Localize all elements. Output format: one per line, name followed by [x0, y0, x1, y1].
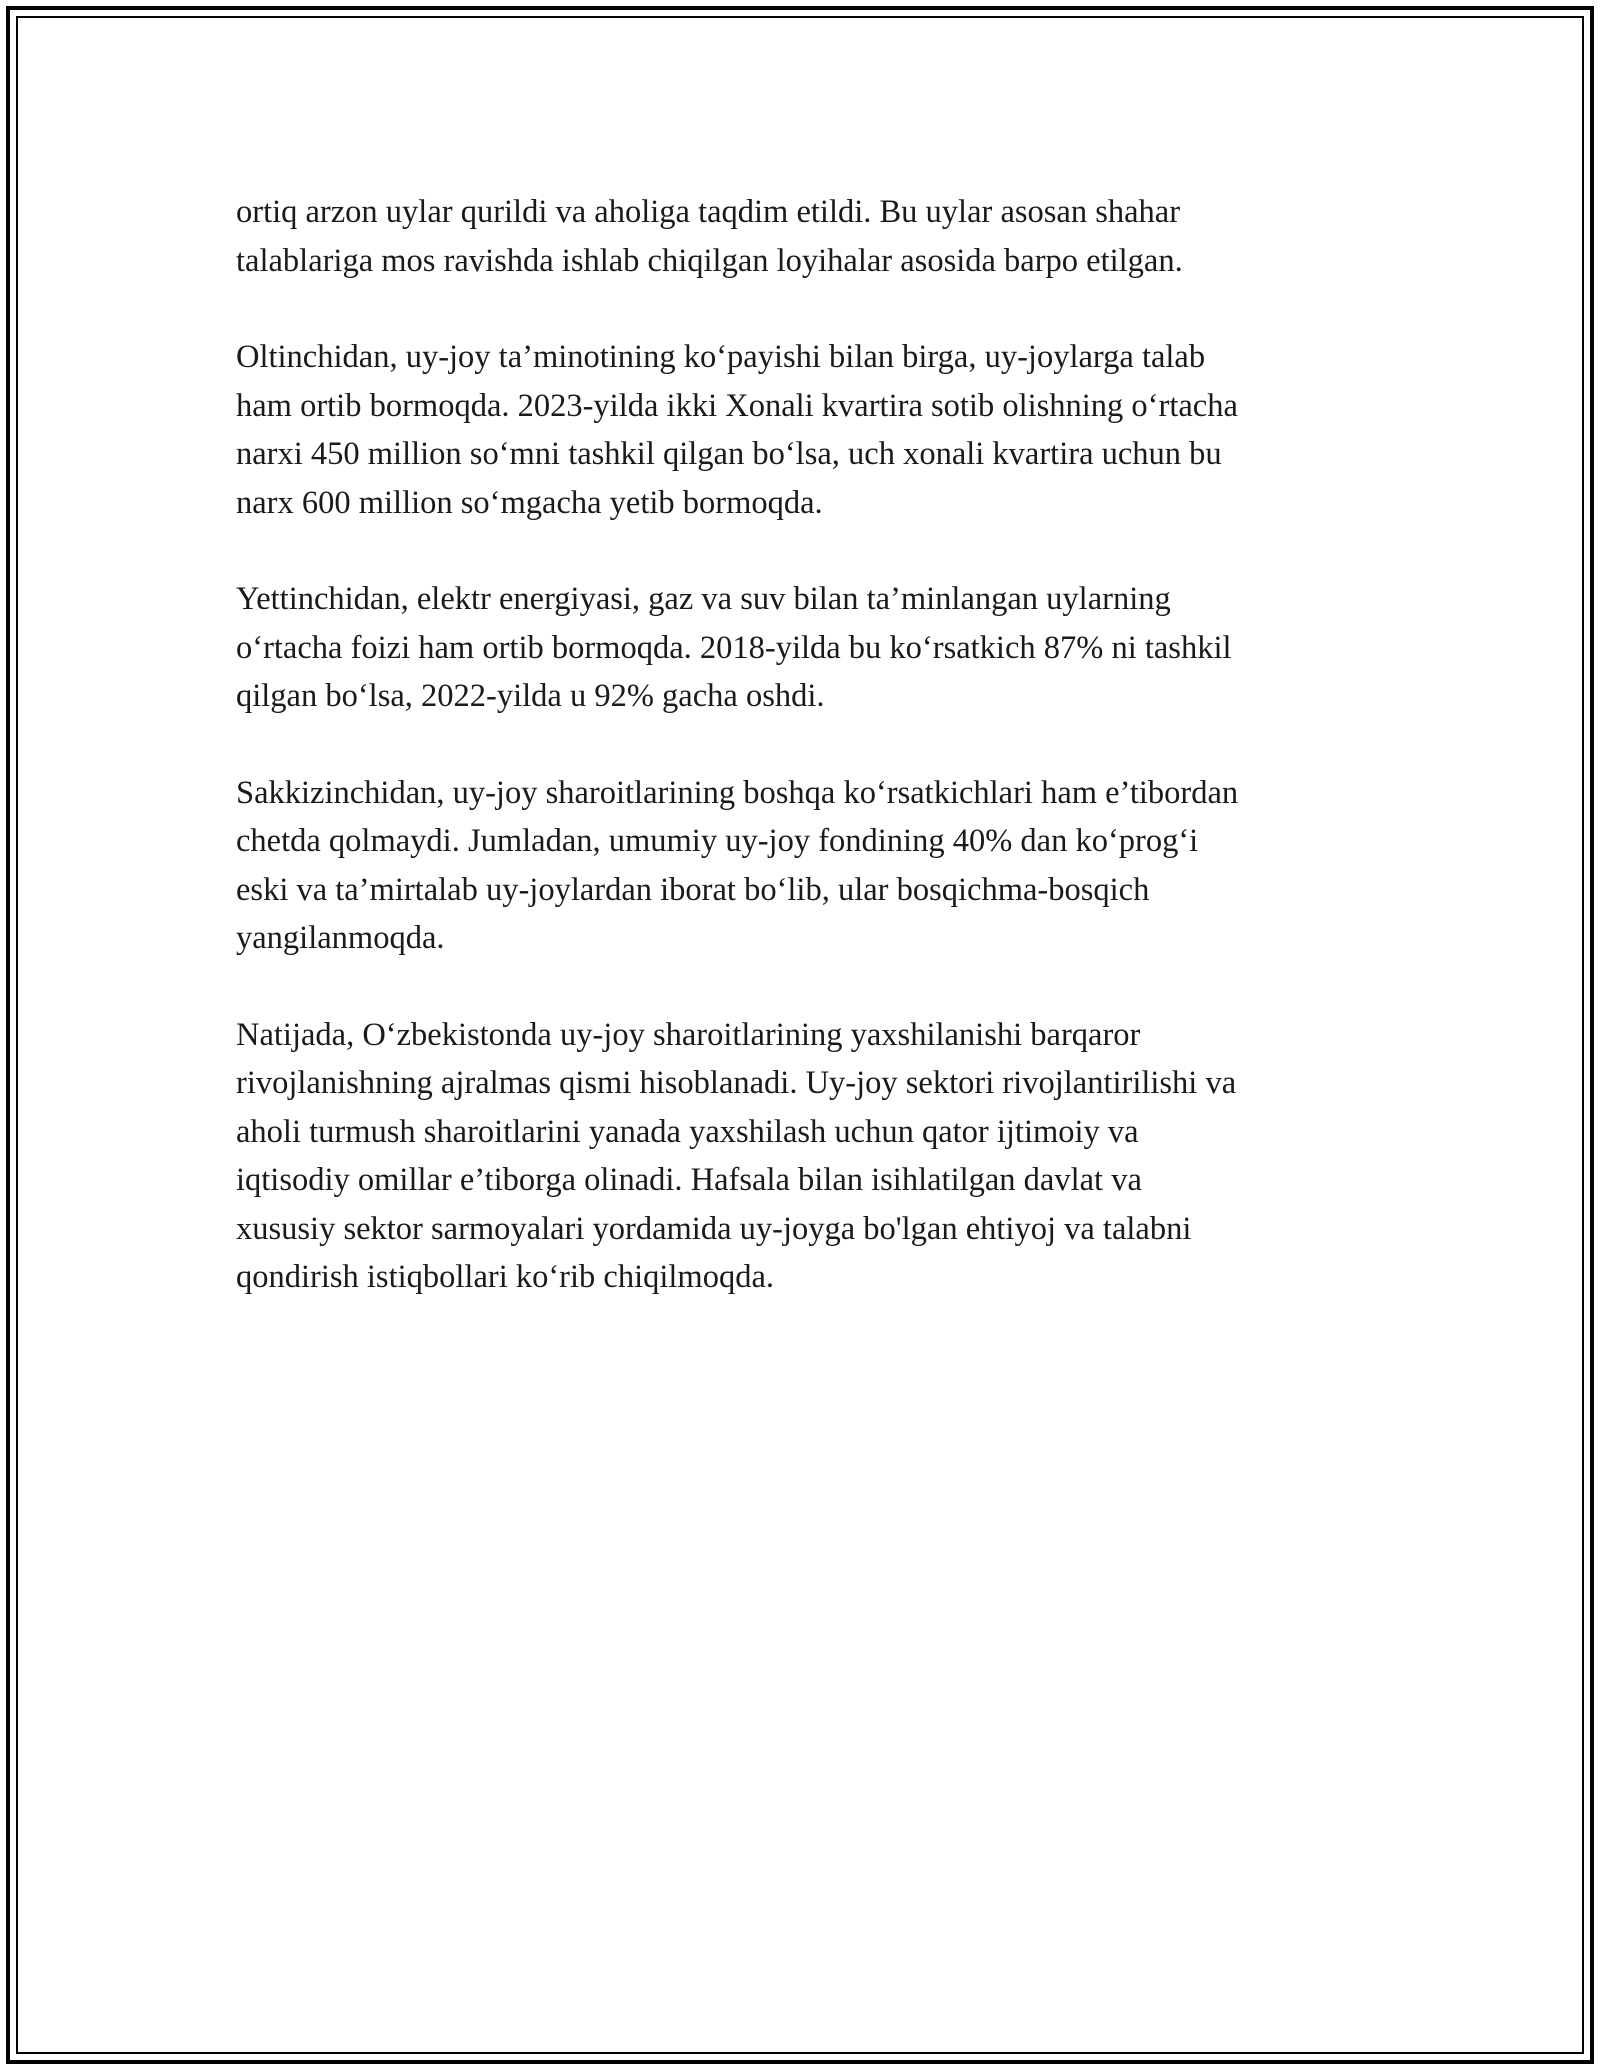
text-line: talablariga mos ravishda ishlab chiqilgan loyihalar asosida barpo etilgan.	[236, 242, 1183, 279]
text-line: o‘rtacha foizi ham ortib bormoqda. 2018-yilda bu ko‘rsatkich 87% ni tashkil	[236, 629, 1232, 666]
paragraph-2	[236, 333, 1376, 527]
text-line: qilgan bo‘lsa, 2022-yilda u 92% gacha oshdi.	[236, 678, 825, 714]
text-line: chetda qolmaydi. Jumladan, umumiy uy-joy fondining 40% dan ko‘prog‘i	[236, 823, 1199, 859]
text-line: narx 600 million so‘mgacha yetib bormoqda.	[236, 484, 823, 521]
paragraph-1	[236, 188, 1376, 285]
text-line: narxi 450 million so‘mni tashkil qilgan bo‘lsa, uch xonali kvartira uchun bu	[236, 436, 1222, 472]
text-line: Oltinchidan, uy-joy ta’minotining ko‘payishi bilan birga, uy-joylarga talab	[236, 339, 1206, 375]
text-line: yangilanmoqda.	[236, 920, 445, 956]
text-line: ortiq arzon uylar qurildi va aholiga taqdim etildi. Bu uylar asosan shahar	[236, 194, 1181, 230]
text-line: eski va ta’mirtalab uy-joylardan iborat bo‘lib, ular bosqichma-bosqich	[236, 871, 1150, 908]
paragraph-3	[236, 575, 1376, 721]
text-line: aholi turmush sharoitlarini yanada yaxshilash uchun qator ijtimoiy va	[236, 1113, 1139, 1150]
text-line: iqtisodiy omillar e’tiborga olinadi. Hafsala bilan isihlatilgan davlat va	[236, 1162, 1142, 1198]
document-body	[236, 188, 1376, 1350]
text-line: qondirish istiqbollari ko‘rib chiqilmoqda.	[236, 1259, 774, 1295]
text-line: ham ortib bormoqda. 2023-yilda ikki Xonali kvartira sotib olishning o‘rtacha	[236, 387, 1238, 424]
text-line: Yettinchidan, elektr energiyasi, gaz va suv bilan ta’minlangan uylarning	[236, 581, 1171, 617]
text-line: rivojlanishning ajralmas qismi hisoblanadi. Uy-joy sektori rivojlantirilishi va	[236, 1065, 1237, 1101]
paragraph-4	[236, 769, 1376, 963]
text-line: xususiy sektor sarmoyalari yordamida uy-joyga bo'lgan ehtiyoj va talabni	[236, 1210, 1192, 1247]
paragraph-5	[236, 1011, 1376, 1302]
text-line: Sakkizinchidan, uy-joy sharoitlarining boshqa ko‘rsatkichlari ham e’tibordan	[236, 774, 1239, 811]
text-line: Natijada, O‘zbekistonda uy-joy sharoitlarining yaxshilanishi barqaror	[236, 1016, 1141, 1053]
